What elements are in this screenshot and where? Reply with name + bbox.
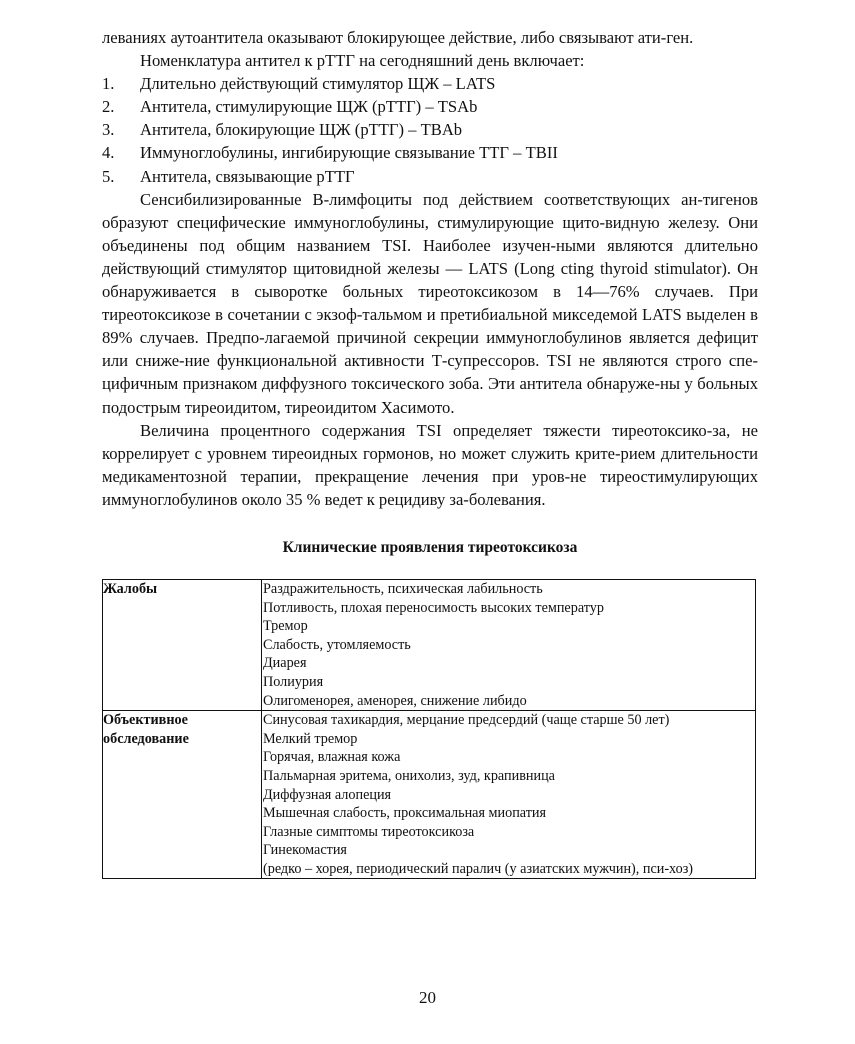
list-item	[102, 165, 758, 188]
list-item-text: Антитела, стимулирующие ЩЖ (рТТГ) – TSAb	[140, 97, 478, 117]
symptom-item: Синусовая тахикардия, мерцание предсердий (чаще старше 50 лет)	[263, 712, 670, 729]
list-item-number: 1.	[102, 74, 115, 94]
table-title: Клинические проявления тиреотоксикоза	[282, 538, 578, 556]
list-item-number: 2.	[102, 97, 115, 117]
page-number: 20	[419, 988, 436, 1007]
symptom-item: Тремор	[263, 618, 308, 635]
symptoms-table	[102, 579, 756, 880]
nomenclature-list	[102, 72, 758, 187]
paragraph-tsi: Сенсибилизированные В-лимфоциты под действием соответствующих ан-тигенов образуют специфические иммуноглобулины, стимулирующие щито-видную железу. Они объединены под общим названием TSI. Наиболее изучен-ными являются длительно действующий стимулятор щитовидной железы — LATS (Long cting thyroid stimulator). Он обнаруживается в сыворотке больных тиреотоксикозом в 14—76% случаев. При тиреотоксикозе в сочетании с экзоф-тальмом и претибиальной микседемой LATS выделен в 89% случаев. Предпо-лагаемой причиной секреции иммуноглобулинов является дефицит или сниже-ние функциональной активности Т-супрессоров. TSI не являются строго спе-цифичным признаком диффузного токсического зоба. Эти антитела обнаруже-ны у больных подострым тиреоидитом, тиреоидитом Хасимото.	[102, 189, 758, 417]
list-item-number: 5.	[102, 166, 115, 186]
document-page	[102, 26, 758, 879]
table-row	[103, 579, 756, 710]
list-item	[102, 141, 758, 164]
symptom-item: Диарея	[263, 655, 307, 672]
symptom-item: Горячая, влажная кожа	[263, 749, 401, 766]
symptom-item: Слабость, утомляемость	[263, 636, 411, 653]
symptom-item: Мышечная слабость, проксимальная миопатия	[263, 805, 547, 822]
symptom-item: Гинекомастия	[263, 842, 347, 859]
symptom-item: Раздражительность, психическая лабильность	[263, 580, 543, 597]
list-item	[102, 118, 758, 141]
paragraph-tsi-level: Величина процентного содержания TSI определяет тяжести тиреотоксико-за, не коррелирует с уровнем тиреоидных гормонов, но может служить крите-рием длительности медикаментозной терапии, прекращение лечения при уров-не тиреостимулирующих иммуноглобулинов около 35 % ведет к рецидиву за-болевания.	[102, 420, 758, 509]
list-item-number: 3.	[102, 120, 115, 140]
symptom-item: Диффузная алопеция	[263, 786, 392, 803]
symptom-item: Пальмарная эритема, онихолиз, зуд, крапивница	[263, 767, 555, 784]
list-item	[102, 95, 758, 118]
category-label-line: обследование	[103, 730, 189, 747]
list-item	[102, 72, 758, 95]
symptom-item: Потливость, плохая переносимость высоких температур	[263, 599, 604, 616]
intro-continuation: леваниях аутоантитела оказывают блокирующее действие, либо связывают ати-ген.	[102, 28, 694, 47]
category-cell	[103, 711, 262, 879]
category-label: Жалобы	[103, 580, 158, 597]
category-label-line: Объективное	[103, 712, 188, 729]
symptom-item: Олигоменорея, аменорея, снижение либидо	[263, 692, 527, 709]
symptoms-cell	[262, 579, 756, 710]
list-item-number: 4.	[102, 143, 115, 163]
category-cell	[103, 579, 262, 710]
list-item-text: Иммуноглобулины, ингибирующие связывание ТТГ – TBII	[140, 143, 558, 163]
symptom-item: Мелкий тремор	[263, 730, 358, 747]
symptom-item: Глазные симптомы тиреотоксикоза	[263, 823, 475, 840]
symptoms-cell	[262, 711, 756, 879]
list-item-text: Антитела, блокирующие ЩЖ (рТТГ) – TBAb	[140, 120, 463, 140]
table-row	[103, 711, 756, 879]
list-item-text: Длительно действующий стимулятор ЩЖ – LATS	[140, 74, 496, 94]
symptom-item: (редко – хорея, периодический паралич (у азиатских мужчин), пси-хоз)	[263, 860, 694, 877]
list-item-text: Антитела, связывающие рТТГ	[140, 166, 355, 186]
nomenclature-heading: Номенклатура антител к рТТГ на сегодняшний день включает:	[140, 51, 585, 71]
symptom-item: Полиурия	[263, 673, 324, 690]
